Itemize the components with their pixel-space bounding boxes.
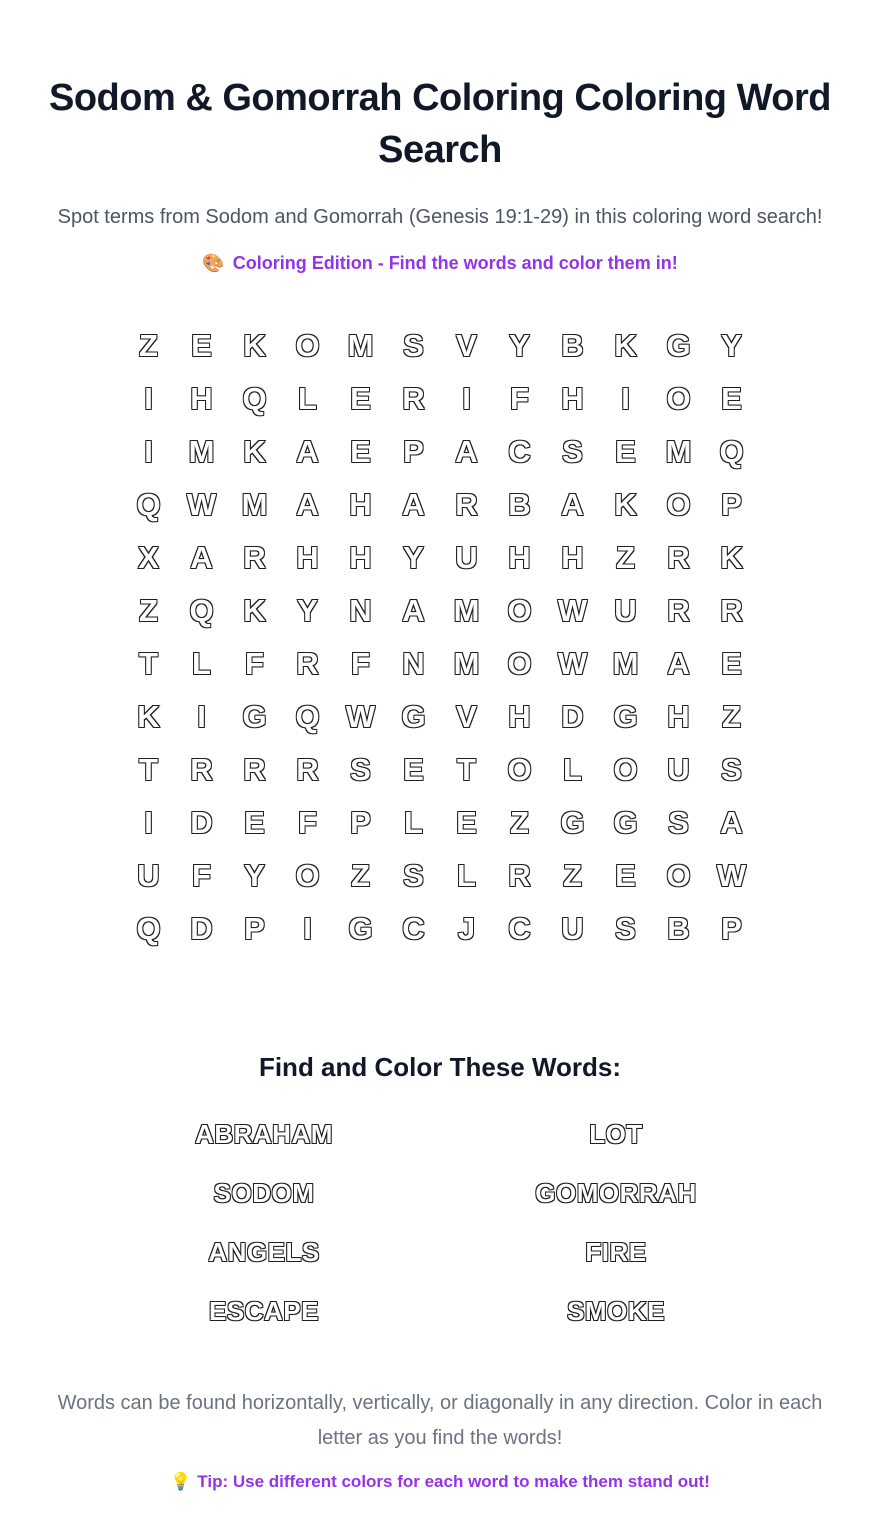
grid-cell[interactable]: G: [401, 699, 426, 735]
grid-cell[interactable]: E: [615, 858, 636, 894]
grid-cell[interactable]: R: [667, 593, 690, 629]
grid-cell[interactable]: A: [296, 487, 319, 523]
grid-cell[interactable]: L: [457, 858, 476, 894]
grid-cell[interactable]: Q: [242, 381, 267, 417]
grid-cell[interactable]: E: [615, 434, 636, 470]
grid-cell[interactable]: M: [453, 646, 480, 682]
grid-cell[interactable]: B: [667, 911, 690, 947]
grid-cell[interactable]: Q: [136, 487, 161, 523]
grid-cell[interactable]: K: [243, 593, 266, 629]
grid-cell[interactable]: Y: [403, 540, 424, 576]
grid-cell[interactable]: G: [560, 805, 585, 841]
grid-cell[interactable]: D: [190, 911, 213, 947]
grid-cell[interactable]: O: [507, 752, 532, 788]
grid-cell[interactable]: G: [348, 911, 373, 947]
page: [30, 0, 850, 1492]
grid-cell[interactable]: K: [137, 699, 160, 735]
grid-cell[interactable]: I: [621, 381, 630, 417]
grid-cell[interactable]: U: [667, 752, 690, 788]
grid-cell[interactable]: D: [561, 699, 584, 735]
word-item: LOT: [589, 1118, 643, 1149]
grid-cell[interactable]: S: [562, 434, 583, 470]
grid-cell[interactable]: H: [349, 487, 372, 523]
grid-cell[interactable]: E: [456, 805, 477, 841]
grid-cell[interactable]: M: [453, 593, 480, 629]
grid-cell[interactable]: O: [666, 381, 691, 417]
grid-cell[interactable]: Y: [297, 593, 318, 629]
grid-cell[interactable]: Y: [721, 328, 742, 364]
grid-cell[interactable]: H: [561, 381, 584, 417]
grid-cell[interactable]: S: [403, 858, 424, 894]
palette-icon: 🎨: [202, 252, 225, 273]
page-title: Sodom & Gomorrah Coloring Coloring Word Search: [49, 77, 831, 172]
grid-cell[interactable]: E: [403, 752, 424, 788]
tip-note: [30, 1472, 850, 1492]
grid-cell[interactable]: E: [350, 434, 371, 470]
lightbulb-icon: 💡: [170, 1471, 192, 1491]
grid-cell[interactable]: G: [613, 699, 638, 735]
grid-cell[interactable]: S: [615, 911, 636, 947]
grid-cell[interactable]: R: [243, 540, 266, 576]
grid-cell[interactable]: M: [612, 646, 639, 682]
grid-cell[interactable]: W: [345, 699, 376, 735]
grid-cell[interactable]: J: [457, 911, 476, 947]
grid-cell[interactable]: R: [508, 858, 531, 894]
grid-cell[interactable]: R: [296, 752, 319, 788]
grid-cell[interactable]: L: [404, 805, 423, 841]
grid-cell[interactable]: Q: [295, 699, 320, 735]
grid-cell[interactable]: W: [716, 858, 747, 894]
grid-cell[interactable]: G: [613, 805, 638, 841]
word-item: GOMORRAH: [535, 1177, 697, 1208]
grid-cell[interactable]: I: [303, 911, 312, 947]
grid-cell[interactable]: E: [244, 805, 265, 841]
edition-note: [30, 253, 850, 274]
grid-cell[interactable]: U: [614, 593, 637, 629]
grid-cell[interactable]: R: [667, 540, 690, 576]
grid-cell[interactable]: W: [186, 487, 217, 523]
grid-cell[interactable]: S: [350, 752, 371, 788]
grid-cell[interactable]: H: [349, 540, 372, 576]
grid-cell[interactable]: I: [462, 381, 471, 417]
tip-text: Tip: Use different colors for each word to make them stand out!: [197, 1471, 710, 1491]
grid-cell[interactable]: R: [455, 487, 478, 523]
grid-cell[interactable]: M: [188, 434, 215, 470]
grid-cell[interactable]: E: [721, 381, 742, 417]
word-item: SODOM: [213, 1177, 315, 1208]
grid-cell[interactable]: F: [298, 805, 317, 841]
grid-cell[interactable]: P: [721, 487, 742, 523]
grid-cell[interactable]: Y: [509, 328, 530, 364]
word-list: [88, 1117, 792, 1328]
grid-cell[interactable]: K: [720, 540, 743, 576]
grid-cell[interactable]: I: [144, 805, 153, 841]
grid-cell[interactable]: U: [137, 858, 160, 894]
edition-note-text: Coloring Edition - Find the words and color them in!: [232, 252, 678, 273]
grid-cell[interactable]: Z: [139, 593, 158, 629]
grid-cell[interactable]: Z: [351, 858, 370, 894]
grid-cell[interactable]: Z: [510, 805, 529, 841]
grid-cell[interactable]: Q: [136, 911, 161, 947]
grid-cell[interactable]: I: [144, 434, 153, 470]
grid-cell[interactable]: P: [350, 805, 371, 841]
grid-cell[interactable]: H: [508, 540, 531, 576]
grid-cell[interactable]: O: [507, 593, 532, 629]
grid-cell[interactable]: L: [192, 646, 211, 682]
grid-cell[interactable]: N: [349, 593, 372, 629]
grid-cell[interactable]: S: [403, 328, 424, 364]
word-item: ANGELS: [208, 1236, 320, 1267]
grid-cell[interactable]: E: [721, 646, 742, 682]
grid-cell[interactable]: P: [403, 434, 424, 470]
grid-cell[interactable]: G: [242, 699, 267, 735]
grid-cell[interactable]: U: [561, 911, 584, 947]
grid-cell[interactable]: A: [720, 805, 743, 841]
grid-cell[interactable]: B: [561, 328, 584, 364]
grid-cell[interactable]: O: [295, 858, 320, 894]
grid-cell[interactable]: K: [243, 328, 266, 364]
grid-cell[interactable]: L: [563, 752, 582, 788]
grid-cell[interactable]: T: [139, 752, 158, 788]
grid-cell[interactable]: Z: [722, 699, 741, 735]
grid-cell[interactable]: Z: [139, 328, 158, 364]
grid-cell[interactable]: A: [402, 593, 425, 629]
grid-cell[interactable]: A: [190, 540, 213, 576]
grid-cell[interactable]: M: [241, 487, 268, 523]
grid-cell[interactable]: H: [190, 381, 213, 417]
grid-cell[interactable]: E: [350, 381, 371, 417]
grid-cell[interactable]: W: [557, 593, 588, 629]
grid-cell[interactable]: O: [666, 487, 691, 523]
grid-cell[interactable]: R: [296, 646, 319, 682]
grid-cell[interactable]: R: [190, 752, 213, 788]
grid-cell[interactable]: E: [191, 328, 212, 364]
grid-cell[interactable]: K: [614, 487, 637, 523]
grid-cell[interactable]: V: [456, 699, 477, 735]
grid-cell[interactable]: F: [192, 858, 211, 894]
grid-cell[interactable]: T: [457, 752, 476, 788]
grid-cell[interactable]: H: [508, 699, 531, 735]
word-list-heading: Find and Color These Words:: [258, 1051, 622, 1082]
grid-cell[interactable]: I: [144, 381, 153, 417]
grid-cell[interactable]: H: [296, 540, 319, 576]
grid-cell[interactable]: G: [666, 328, 691, 364]
grid-cell[interactable]: F: [510, 381, 529, 417]
grid-cell[interactable]: O: [613, 752, 638, 788]
grid-cell[interactable]: N: [402, 646, 425, 682]
grid-cell[interactable]: O: [507, 646, 532, 682]
page-subtitle: Spot terms from Sodom and Gomorrah (Genesis 19:1-29) in this coloring word search!: [57, 205, 823, 228]
instructions-text: Words can be found horizontally, vertically, or diagonally in any direction. Color in each letter as you find the words!: [57, 1391, 823, 1449]
grid-cell[interactable]: Z: [616, 540, 635, 576]
grid-cell[interactable]: W: [557, 646, 588, 682]
grid-cell[interactable]: U: [455, 540, 478, 576]
grid-cell[interactable]: Q: [189, 593, 214, 629]
grid-cell[interactable]: V: [456, 328, 477, 364]
word-item: SMOKE: [567, 1295, 665, 1326]
grid-cell[interactable]: R: [402, 381, 425, 417]
grid-cell[interactable]: O: [295, 328, 320, 364]
grid-cell[interactable]: D: [190, 805, 213, 841]
grid-cell[interactable]: A: [402, 487, 425, 523]
grid-cell[interactable]: O: [666, 858, 691, 894]
grid-cell[interactable]: A: [561, 487, 584, 523]
grid-cell[interactable]: H: [561, 540, 584, 576]
grid-cell[interactable]: H: [667, 699, 690, 735]
grid-cell[interactable]: C: [508, 434, 531, 470]
grid-cell[interactable]: S: [668, 805, 689, 841]
grid-cell[interactable]: A: [455, 434, 478, 470]
word-item: FIRE: [585, 1236, 647, 1267]
grid-cell[interactable]: R: [243, 752, 266, 788]
grid-cell[interactable]: C: [508, 911, 531, 947]
grid-cell[interactable]: Q: [719, 434, 744, 470]
grid-cell[interactable]: Z: [563, 858, 582, 894]
grid-cell[interactable]: M: [665, 434, 692, 470]
grid-cell[interactable]: K: [243, 434, 266, 470]
letter-grid: [122, 320, 758, 956]
grid-cell[interactable]: F: [245, 646, 264, 682]
grid-cell[interactable]: P: [721, 911, 742, 947]
grid-cell[interactable]: A: [667, 646, 690, 682]
grid-cell[interactable]: T: [139, 646, 158, 682]
grid-cell[interactable]: I: [197, 699, 206, 735]
grid-cell[interactable]: P: [244, 911, 265, 947]
word-item: ESCAPE: [209, 1295, 319, 1326]
grid-cell[interactable]: C: [402, 911, 425, 947]
grid-cell[interactable]: Y: [244, 858, 265, 894]
grid-cell[interactable]: B: [508, 487, 531, 523]
grid-cell[interactable]: R: [720, 593, 743, 629]
grid-cell[interactable]: L: [298, 381, 317, 417]
grid-cell[interactable]: F: [351, 646, 370, 682]
grid-cell[interactable]: K: [614, 328, 637, 364]
grid-cell[interactable]: X: [138, 540, 159, 576]
grid-cell[interactable]: M: [347, 328, 374, 364]
grid-cell[interactable]: A: [296, 434, 319, 470]
word-item: ABRAHAM: [195, 1118, 333, 1149]
grid-cell[interactable]: S: [721, 752, 742, 788]
